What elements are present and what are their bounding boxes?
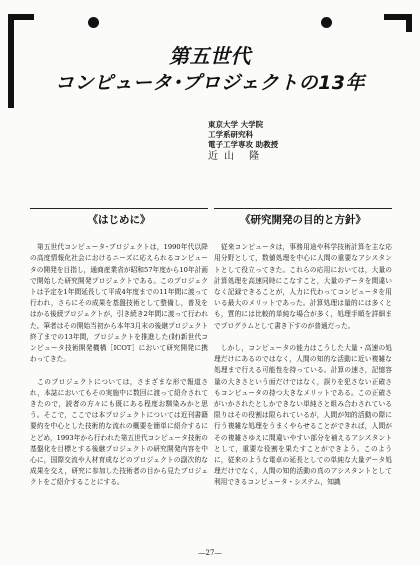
- section-heading-introduction: 《はじめに》: [87, 214, 151, 226]
- bullet-dot-left: [88, 17, 99, 28]
- section-heading-goals: 《研究開発の目的と方針》: [240, 214, 366, 226]
- paragraph: しかし，コンピュータの能力はこうした大量・高速の処理だけにあるのではなく，人間の知的な活動に近い複雑な処理まで行える可能性を持っている。計算の速さ，記憶容量の大きさという面だけではなく，誤りを犯さない正確さもコンピュータの持つ大きなメリットである。この正確さがいかされたとしかできない単純さと組み合わされている限りはその役割は限られているが，人間が知的活動の際に行う複雑な処理をうまくやらせることができれば，人間がその複雑さゆえに間違いやすい部分を補えるアシスタントとして，重要な役割を果たすことができよう。このように，従来のような電卓の延長としての単純な大量データ処理だけでなく，人間の知的活動の真のアシスタントとして利用できるコンピュータ・システム，知識: [214, 344, 392, 487]
- author-name: 近山 隆: [208, 151, 266, 162]
- paragraph: 従来コンピュータは，事務用途や科学技術計算を主な応用分野として，数値処理を中心に人間の重要なアシスタントとして役立ってきた。これらの応用においては，大量の計算処理を高速同時にこなすこと，大量のデータを間違いなく記録できることが，人力に代わってコンピュータを用いる最大のメリットであった。計算処理は量的には多くとも，質的には比較的単純な場合が多く，処理手順を詳細までプログラムとして書き下すのが普通だった。: [214, 243, 392, 330]
- title-line-2: コンピュータ･プロジェクトの13年: [54, 72, 366, 94]
- author-block: [208, 120, 278, 162]
- paragraph: このプロジェクトについては，さまざまな形で報道され，本誌においてもその実施中に数回に渡って紹介されてきたので，読者の方々にも既にある程度お馴染みかと思う。そこで，ここでは本プロジェクトについては近刊書籍要約を中心とした技術的な流れの概要を簡単に紹介するにとどめ，1993年から行われた第五世代コンピュータ技術の基盤化を目標とする後継プロジェクトの研究開発内容を中心に，国際交流や人材育成などのプロジェクトの副次的な成果を交え，研究に参加した技術者の目から見たプロジェクトをご紹介することにする。: [30, 377, 208, 487]
- divider: [214, 208, 392, 209]
- body-text: [30, 231, 208, 500]
- column-right: [214, 208, 392, 500]
- page-number: ―27―: [198, 549, 222, 557]
- bullet-dot-right: [321, 17, 332, 28]
- column-left: [30, 208, 208, 500]
- corner-bracket-top-right-v: [406, 14, 412, 32]
- paragraph: 第五世代コンピュータ･プロジェクトは，1990年代以降の高度情報化社会におけるニーズに応えられるコンピュータの開発を目指し，通商産業省が昭和57年度から10年計画で開始した研究開発プロジェクトである。このプロジェクトは予定を1年間延長して平成4年度までの11年間に渡って行われ，さらにその成果を基盤技術として整備し，普及をはかる後続プロジェクトが，引き続き2年間に渡って行われた。筆者はその開始当初から本年3月末の後継プロジェクト終了までの13年間，プロジェクトを推進した(財)新世代コンピュータ技術開発機構［ICOT］において研究開発に携わってきた。: [30, 243, 208, 364]
- affiliation-line: 東京大学 大学院: [208, 120, 264, 129]
- divider: [30, 208, 208, 209]
- affiliation-line: 電子工学専攻 助教授: [208, 140, 279, 149]
- title-line-1: 第五世代: [169, 44, 251, 68]
- affiliation-line: 工学系研究科: [208, 130, 253, 139]
- body-text: [214, 231, 392, 500]
